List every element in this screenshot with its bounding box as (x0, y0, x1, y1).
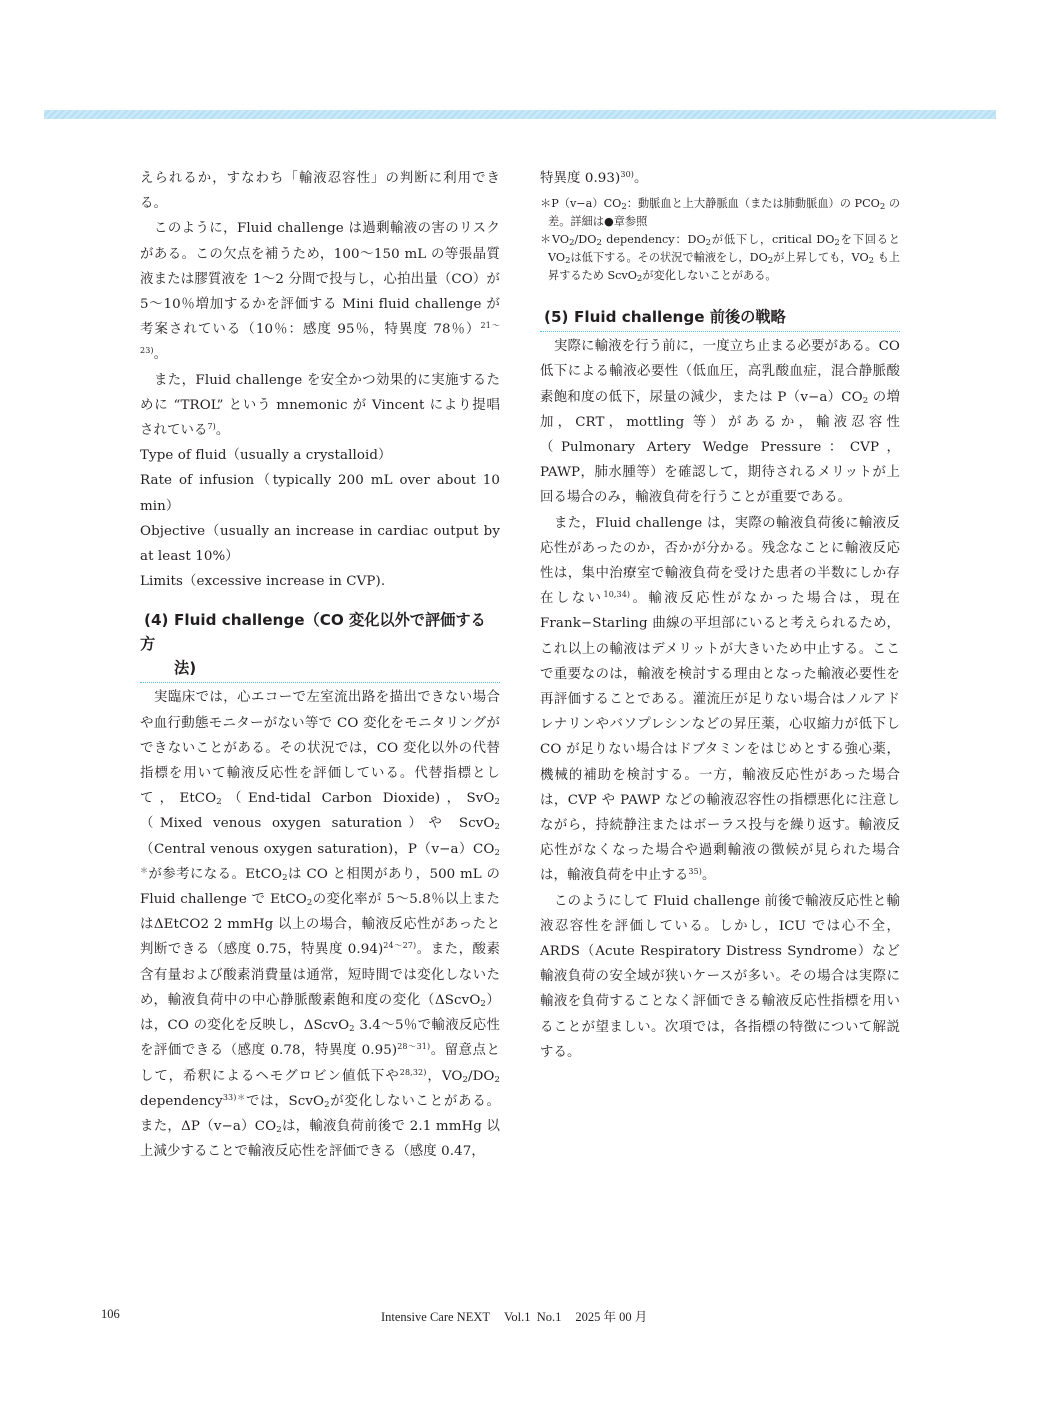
text: （Mixed venous oxygen saturation）や ScvO (140, 816, 495, 832)
text: が低下し，critical DO (711, 233, 835, 247)
paragraph-response (540, 511, 900, 889)
text: ）は，CO の変化を反映し，ΔScvO (140, 992, 500, 1034)
subscript: 2 (216, 797, 222, 808)
text: 。 (633, 171, 648, 186)
subscript: 2 (282, 872, 288, 883)
citation: 35) (688, 867, 703, 877)
paragraph-strategy (540, 334, 900, 510)
text: 実際に輸液を行う前に，一度立ち止まる必要がある。CO 低下による輸液必要性（低血圧，高乳酸血症，混合静脈酸素飽和度の低下，尿量の減少，または P（v−a）CO (540, 339, 900, 405)
text: が変化しないことがある。 (642, 269, 777, 283)
subscript: 2 (306, 898, 313, 909)
section-number: (4) (144, 611, 169, 630)
left-column (140, 166, 500, 1164)
text: このように，Fluid challenge は過剰輸液の害のリスクがある。この欠点を補うため，100〜150 mL の等張晶質液または膠質液を 1〜2 分間で投与し，心拍出量（CO）が 5〜10％増加するかを評価する Mini fluid challenge が考案されている（10％：感度 95％，特異度 78％） (140, 221, 500, 338)
footnote-vo2-do2 (540, 231, 900, 285)
text: ：動脈血と上大静脈血（または肺動脈血）の PCO (626, 197, 880, 211)
text: が変化しないことがある。また，ΔP（v−a）CO (140, 1093, 501, 1134)
subscript: 2 (324, 1099, 330, 1110)
subscript: 2 (868, 256, 875, 267)
section-heading-5 (540, 305, 900, 332)
text: ＊VO (540, 233, 570, 247)
paragraph-continuation (540, 166, 900, 191)
citation: 28〜31) (397, 1042, 431, 1052)
text: では，ScvO (245, 1093, 325, 1109)
subscript: 2 (494, 847, 500, 858)
trol-item: Type of fluid（usually a crystalloid） (140, 448, 392, 464)
text: を下回ると VO (548, 233, 900, 265)
citation: 28,32) (399, 1067, 427, 1077)
text: dependency (140, 1093, 223, 1109)
subscript: 2 (494, 1074, 501, 1085)
text: 3.4〜5％で輸液反応性を評価できる（感度 0.78，特異度 0.95) (140, 1018, 500, 1059)
text: ＊P（v−a）CO (540, 197, 622, 211)
section-title: Fluid challenge 前後の戦略 (574, 308, 786, 327)
subscript: 2 (834, 238, 840, 249)
subscript: 2 (862, 395, 869, 406)
citation: 24〜27) (383, 941, 417, 951)
subscript: 2 (349, 1024, 355, 1035)
page-number: 106 (101, 1307, 120, 1321)
subscript: 2 (494, 797, 500, 808)
text: 。輸液反応性がなかった場合は，現在 Frank−Starling 曲線の平坦部にいると考えられるため，これ以上の輸液はデメリットが大きいため中止する。ここで重要なのは，輸液を検討する理由となった輸液必要性を再評価することである。灌流圧が足りない場合はノルアドレナリンやバソプレシンなどの昇圧薬，心収縮力が低下し CO が足りない場合はドブタミンをはじめとする強心薬，機械的補助を検討する。一方，輸液反応性があった場合は，CVP や PAWP などの輸液忍容性の指標悪化に注意しながら，持続静注またはボーラス投与を繰り返す。輸液反応性がなくなった場合や過剰輸液の徴候が見られた場合は，輸液負荷を中止する (540, 591, 900, 884)
header-accent-band (44, 110, 996, 119)
citation: 33)＊ (222, 1092, 246, 1102)
subscript: 2 (462, 1074, 468, 1085)
subscript: 2 (565, 256, 571, 267)
citation: 10,34) (603, 590, 631, 600)
text: /DO (467, 1068, 495, 1084)
paragraph-trol (140, 368, 500, 444)
trol-item: Limits（excessive increase in CVP). (140, 574, 386, 590)
subscript: 2 (480, 998, 486, 1009)
trol-item: Rate of infusion（typically 200 mL over about 10 min） (140, 473, 500, 514)
text: は CO と相関があり，500 mL の Fluid challenge で EtCO (140, 866, 500, 908)
text: の変化率が 5〜5.8％以上またはΔEtCO2 2 mmHg 以上の場合，輸液反応性があったと判断できる（感度 0.75，特異度 0.94) (140, 892, 500, 958)
footnote-mark: ＊ (140, 865, 149, 875)
text: 。 (215, 423, 230, 439)
paragraph-surrogate-indices (140, 685, 500, 1164)
paragraph-continuation: えられるか，すなわち「輸液忍容性」の判断に利用できる。 (140, 171, 500, 212)
subscript: 2 (636, 274, 643, 285)
text: は，輸液負荷前後で 2.1 mmHg 以上減少することで輸液反応性を評価できる（感度 0.47， (140, 1118, 501, 1160)
text: 。 (153, 347, 168, 363)
footnotes (540, 195, 900, 285)
text: /DO (574, 233, 597, 247)
trol-item: Objective（usually an increase in cardiac output by at least 10%） (140, 523, 500, 565)
section-number: (5) (544, 308, 569, 327)
text: 。また，酸素含有量および酸素消費量は通常，短時間では変化しないため，輸液負荷中の中心静脈酸素飽和度の変化（ΔScvO (140, 942, 500, 1008)
issue-date: 2025 年 00 月 (575, 1310, 648, 1324)
text: が参考になる。EtCO (148, 866, 283, 882)
subscript: 2 (569, 238, 575, 249)
subscript: 2 (767, 256, 774, 267)
paragraph-mini-fluid-challenge (140, 216, 500, 367)
text: が上昇しても，VO (773, 251, 869, 265)
text: 。 (702, 868, 716, 884)
subscript: 2 (879, 202, 886, 213)
text: また，Fluid challenge は，実際の輸液負荷後に輸液反応性があったのか，否かが分かる。残念なことに輸液反応性は，集中治療室で輸液負荷を受けた患者の半数にしか存在しない (540, 515, 900, 607)
section-heading-4 (140, 608, 500, 683)
text: ，VO (426, 1068, 463, 1084)
right-column (540, 166, 900, 1065)
text: 実臨床では，心エコーで左室流出路を描出できない場合や血行動態モニターがない等で CO 変化をモニタリングができないことがある。その状況では，CO 変化以外の代替指標を用いて輸液反応性を評価している。代替指標として，EtCO (140, 690, 500, 807)
journal-name: Intensive Care NEXT (381, 1310, 490, 1324)
paragraph-conclusion: このようにして Fluid challenge 前後で輸液反応性と輸液忍容性を評価している。しかし，ICU では心不全，ARDS（Acute Respiratory Distress Syndrome）など輸液負荷の安全域が狭いケースが多い。その場合は実際に輸液を負荷することなく評価できる輸液反応性指標を用いることが望ましい。次項では，各指標の特徴について解説する。 (540, 893, 900, 1060)
section-title-continuation: 法) (174, 659, 197, 678)
volume: Vol.1 (504, 1310, 531, 1324)
subscript: 2 (494, 822, 500, 833)
text: の差。詳細は●章参照 (548, 197, 901, 229)
subscript: 2 (596, 238, 602, 249)
running-footer (381, 1307, 647, 1325)
subscript: 2 (621, 202, 627, 213)
citation: 21〜23) (140, 321, 500, 356)
text: は低下する。その状況で輸液をし，DO (570, 251, 768, 265)
subscript: 2 (276, 1124, 282, 1135)
text: 。留意点として，希釈によるヘモグロビン値低下や (140, 1043, 500, 1084)
issue: No.1 (536, 1310, 562, 1324)
text: も上昇するため ScvO (548, 251, 900, 283)
citation: 30) (620, 170, 634, 179)
citation: 7) (207, 422, 216, 432)
text: の増加，CRT，mottling 等）があるか，輸液忍容性（Pulmonary Artery Wedge Pressure：CVP，PAWP，肺水腫等）を確認して，期待されるメリットが上回る場合のみ，輸液負荷を行うことが重要である。 (540, 389, 900, 506)
text: （End-tidal Carbon Dioxide)，SvO (221, 791, 495, 807)
text: また，Fluid challenge を安全かつ効果的に実施するために “TROL” という mnemonic が Vincent により提唱されている (140, 372, 500, 439)
footnote-pvaco2 (540, 195, 900, 231)
text: dependency：DO (601, 233, 706, 247)
text: 特異度 0.93) (540, 171, 621, 186)
section-title: Fluid challenge（CO 変化以外で評価する方 (140, 611, 486, 654)
text: （Central venous oxygen saturation)，P（v−a）CO (140, 841, 495, 857)
subscript: 2 (705, 238, 712, 249)
